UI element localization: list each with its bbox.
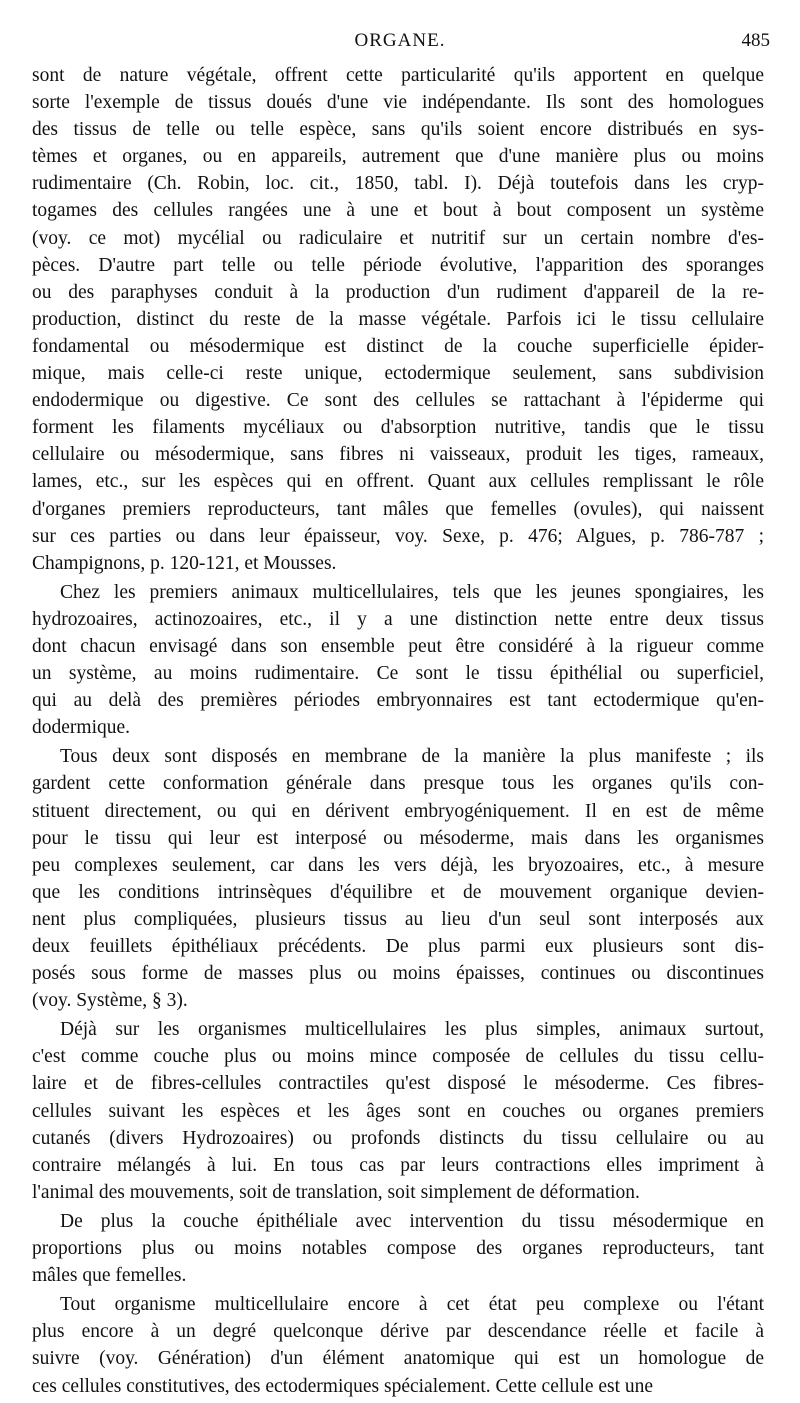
text-line: tèmes et organes, ou en appareils, autrement que d'une manière plus ou moins: [32, 146, 764, 168]
text-line: gardent cette conformation générale dans presque tous les organes qu'ils con-: [32, 773, 764, 795]
text-line: Tous deux sont disposés en membrane de la manière la plus manifeste ; ils: [60, 746, 764, 768]
text-line: hydrozoaires, actinozoaires, etc., il y a une distinction nette entre deux tissus: [32, 608, 764, 630]
text-line: contraire mélangés à lui. En tous cas par leurs contractions elles impriment à: [32, 1154, 764, 1176]
text-line: suivre (voy. Génération) d'un élément anatomique qui est un homologue de: [32, 1348, 764, 1370]
text-line: posés sous forme de masses plus ou moins épaisses, continues ou discontinues: [32, 963, 764, 985]
text-line: peu complexes seulement, car dans les vers déjà, les bryozoaires, etc., à mesure: [32, 854, 764, 876]
text-line: pour le tissu qui leur est interposé ou mésoderme, mais dans les organismes: [32, 827, 764, 849]
text-line: des tissus de telle ou telle espèce, sans qu'ils soient encore distribués en sys-: [32, 119, 764, 141]
text-line: laire et de fibres-cellules contractiles qu'est disposé le mésoderme. Ces fibres-: [32, 1073, 764, 1095]
text-line: stituent directement, ou qui en dérivent embryogéniquement. Il en est de même: [32, 800, 764, 822]
text-line: lames, etc., sur les espèces qui en offrent. Quant aux cellules remplissant le rôle: [32, 471, 764, 493]
text-line: (voy. ce mot) mycélial ou radiculaire et nutritif sur un certain nombre d'es-: [32, 227, 764, 249]
paragraph: [32, 579, 764, 742]
text-line: proportions plus ou moins notables compose des organes reproducteurs, tant: [32, 1238, 764, 1260]
paragraph: [32, 1291, 764, 1399]
text-line: cellules suivant les espèces et les âges sont en couches ou organes premiers: [32, 1100, 764, 1122]
text-line: pèces. D'autre part telle ou telle période évolutive, l'apparition des sporanges: [32, 254, 764, 276]
paragraph: [32, 743, 764, 1014]
body-text: [32, 62, 764, 1400]
text-line: forment les filaments mycéliaux ou d'absorption nutritive, tandis que le tissu: [32, 417, 764, 439]
text-line: ces cellules constitutives, des ectodermiques spécialement. Cette cellule est une: [32, 1375, 654, 1397]
text-line: rudimentaire (Ch. Robin, loc. cit., 1850, tabl. I). Déjà toutefois dans les cryp-: [32, 173, 764, 195]
text-line: fondamental ou mésodermique est distinct de la couche superficielle épider-: [32, 335, 764, 357]
text-line: cutanés (divers Hydrozoaires) ou profonds distincts du tissu cellulaire ou au: [32, 1127, 764, 1149]
text-line: sorte l'exemple de tissus doués d'une vie indépendante. Ils sont des homologues: [32, 92, 764, 114]
text-line: mique, mais celle-ci reste unique, ectodermique seulement, sans subdivision: [32, 363, 764, 385]
page-number: 485: [741, 30, 770, 51]
text-line: ou des paraphyses conduit à la production d'un rudiment d'appareil de la re-: [32, 281, 764, 303]
text-line: Tout organisme multicellulaire encore à cet état peu complexe ou l'étant: [60, 1294, 764, 1316]
text-line: De plus la couche épithéliale avec intervention du tissu mésodermique en: [60, 1210, 764, 1232]
text-line: production, distinct du reste de la masse végétale. Parfois ici le tissu cellulaire: [32, 308, 764, 330]
paragraph: [32, 1016, 764, 1206]
paragraph: [32, 1208, 764, 1289]
text-line: cellulaire ou mésodermique, sans fibres ni vaisseaux, produit les tiges, rameaux,: [32, 444, 764, 466]
text-line: dont chacun envisagé dans son ensemble peut être considéré à la rigueur comme: [32, 635, 764, 657]
text-line: (voy. Système, § 3).: [32, 990, 188, 1012]
text-line: nent plus compliquées, plusieurs tissus au lieu d'un seul sont interposés aux: [32, 908, 764, 930]
text-line: un système, au moins rudimentaire. Ce sont le tissu épithélial ou superficiel,: [32, 663, 764, 685]
running-head: [0, 30, 800, 60]
text-line: sont de nature végétale, offrent cette particularité qu'ils apportent en quelque: [32, 65, 764, 86]
text-line: endodermique ou digestive. Ce sont des cellules se rattachant à l'épiderme qui: [32, 390, 764, 412]
text-line: qui au delà des premières périodes embryonnaires est tant ectodermique qu'en-: [32, 690, 764, 712]
text-line: togames des cellules rangées une à une et bout à bout composent un système: [32, 200, 764, 222]
text-line: Champignons, p. 120-121, et Mousses.: [32, 552, 337, 574]
running-title: ORGANE.: [354, 30, 446, 51]
text-line: Déjà sur les organismes multicellulaires les plus simples, animaux surtout,: [60, 1019, 764, 1041]
text-line: Chez les premiers animaux multicellulaires, tels que les jeunes spongiaires, les: [60, 581, 764, 603]
text-line: c'est comme couche plus ou moins mince composée de cellules du tissu cellu-: [32, 1046, 764, 1068]
text-line: mâles que femelles.: [32, 1265, 187, 1287]
paragraph: [32, 62, 764, 577]
text-line: plus encore à un degré quelconque dérive par descendance réelle et facile à: [32, 1321, 764, 1343]
text-line: deux feuillets épithéliaux précédents. De plus parmi eux plusieurs sont dis-: [32, 936, 764, 957]
text-line: dodermique.: [32, 717, 131, 739]
text-line: que les conditions intrinsèques d'équilibre et de mouvement organique devien-: [32, 881, 764, 903]
text-line: l'animal des mouvements, soit de translation, soit simplement de déformation.: [32, 1181, 640, 1203]
text-line: d'organes premiers reproducteurs, tant mâles que femelles (ovules), qui naissent: [32, 498, 764, 520]
text-line: sur ces parties ou dans leur épaisseur, voy. Sexe, p. 476; Algues, p. 786-787 ;: [32, 525, 764, 547]
